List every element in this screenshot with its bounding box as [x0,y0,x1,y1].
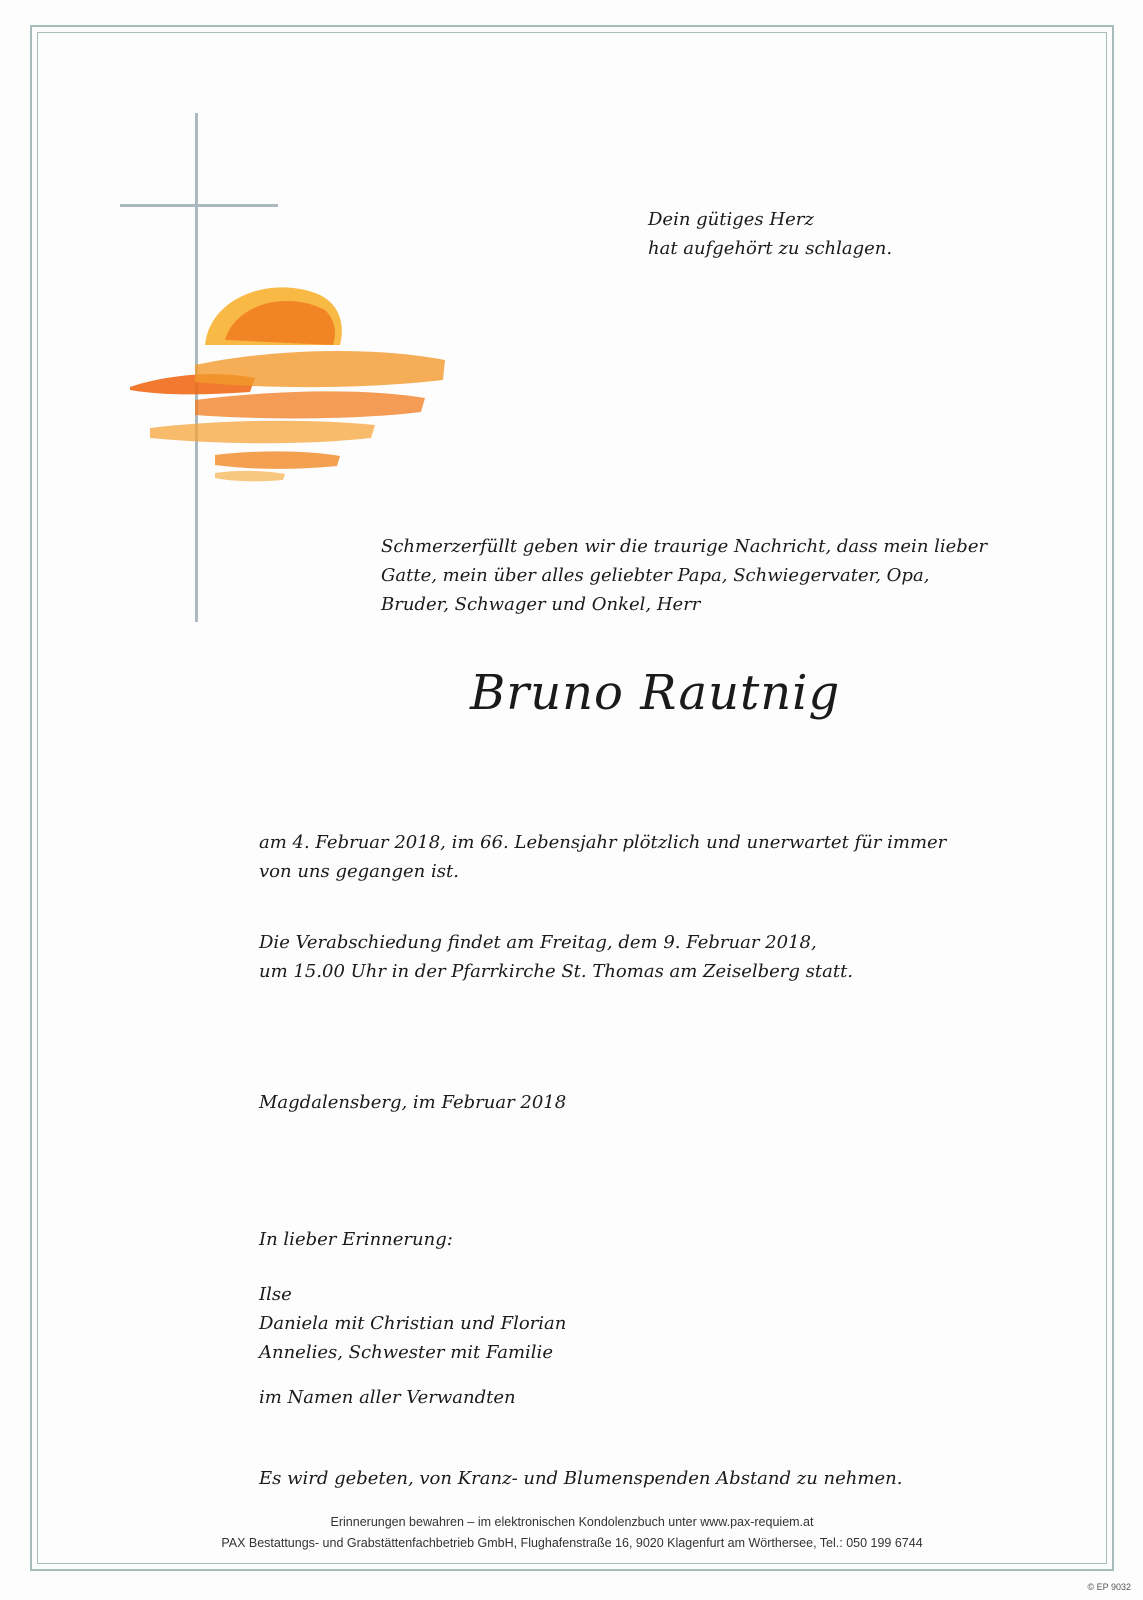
footer-condolence-line: Erinnerungen bewahren – im elektronischen Kondolenzbuch unter www.pax-requiem.at [330,1515,814,1529]
death-info [259,828,1059,886]
mourner: Daniela mit Christian und Florian [259,1313,567,1334]
on-behalf-text: im Namen aller Verwandten [259,1387,516,1408]
farewell-line: um 15.00 Uhr in der Pfarrkirche St. Thomas am Zeiselberg statt. [259,961,854,982]
announcement-text [381,532,1041,619]
announcement-line: Bruder, Schwager und Onkel, Herr [381,594,701,615]
farewell-line: Die Verabschiedung findet am Freitag, dem 9. Februar 2018, [259,932,817,953]
deceased-name: Bruno Rautnig [470,665,841,721]
memory-heading: In lieber Erinnerung: [259,1229,453,1250]
print-code: © EP 9032 [1087,1582,1131,1592]
cross-horizontal-bar [120,204,278,207]
donation-request: Es wird gebeten, von Kranz- und Blumenspenden Abstand zu nehmen. [259,1468,903,1489]
mourner: Annelies, Schwester mit Familie [259,1342,553,1363]
farewell-info [259,928,1059,986]
memorial-quote [648,205,892,263]
death-info-line: am 4. Februar 2018, im 66. Lebensjahr plötzlich und unerwartet für immer [259,832,947,853]
mourner: Ilse [259,1284,292,1305]
death-info-line: von uns gegangen ist. [259,861,459,882]
watercolor-sunset-icon [125,270,460,500]
announcement-line: Gatte, mein über alles geliebter Papa, Schwiegervater, Opa, [381,565,930,586]
mourners-list [259,1280,1059,1367]
place-date: Magdalensberg, im Februar 2018 [259,1092,567,1113]
quote-line: hat aufgehört zu schlagen. [648,238,893,259]
quote-line: Dein gütiges Herz [648,209,814,230]
footer-company-line: PAX Bestattungs- und Grabstättenfachbetrieb GmbH, Flughafenstraße 16, 9020 Klagenfurt am Wörthersee, Tel.: 050 199 6744 [221,1536,923,1550]
announcement-line: Schmerzerfüllt geben wir die traurige Nachricht, dass mein lieber [381,536,988,557]
